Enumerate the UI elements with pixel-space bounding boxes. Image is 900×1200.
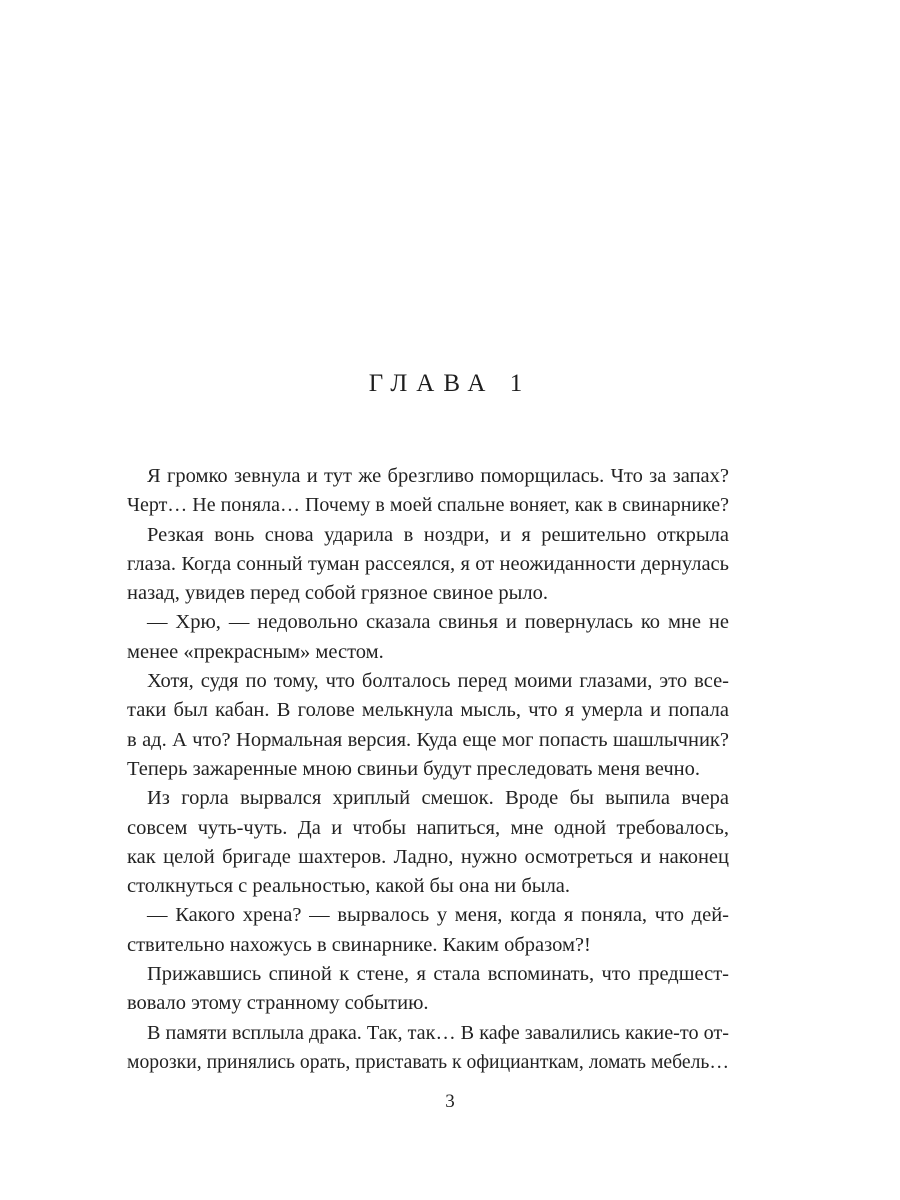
text-line: морозки, принялись орать, приставать к официанткам, ломать мебель… — [127, 1050, 730, 1073]
text-line: Теперь зажаренные мною свиньи будут преследовать меня вечно. — [127, 757, 701, 780]
page-number: 3 — [445, 1091, 455, 1112]
text-line: — Хрю, — недовольно сказала свинья и повернулась ко мне не — [147, 611, 729, 634]
text-line: — Какого хрена? — вырвалось у меня, когда я поняла, что дей- — [147, 904, 729, 927]
text-line: совсем чуть-чуть. Да и чтобы напиться, мне одной требовалось, — [127, 816, 729, 839]
text-line: таки был кабан. В голове мелькнула мысль, что я умерла и попала — [127, 699, 729, 722]
text-line: глаза. Когда сонный туман рассеялся, я от неожиданности дернулась — [127, 552, 729, 575]
chapter-title: ГЛАВА 1 — [368, 370, 532, 397]
text-line: Прижавшись спиной к стене, я стала вспоминать, что предшест- — [147, 963, 729, 986]
text-line: Из горла вырвался хриплый смешок. Вроде бы выпила вчера — [147, 787, 729, 810]
text-line: Хотя, судя по тому, что болталось перед моими глазами, это все- — [147, 670, 729, 693]
text-line: Я громко зевнула и тут же брезгливо поморщилась. Что за запах? — [147, 465, 729, 487]
text-line: ствительно нахожусь в свинарнике. Каким образом?! — [127, 933, 591, 956]
text-line: назад, увидев перед собой грязное свиное рыло. — [127, 582, 548, 605]
text-line: вовало этому странному событию. — [127, 992, 429, 1015]
text-line: менее «прекрасным» местом. — [127, 640, 384, 663]
text-line: как целой бригаде шахтеров. Ладно, нужно осмотреться и наконец — [127, 845, 729, 868]
text-line: Черт… Не поняла… Почему в моей спальне воняет, как в свинарнике? — [127, 494, 730, 517]
text-line: В памяти всплыла драка. Так, так… В кафе завалились какие-то от- — [146, 1021, 730, 1044]
text-line: столкнуться с реальностью, какой бы она ни была. — [127, 875, 571, 898]
text-line: Резкая вонь снова ударила в ноздри, и я решительно открыла — [147, 523, 729, 546]
chapter-body-text — [127, 462, 729, 1077]
text-line: в ад. А что? Нормальная версия. Куда еще мог попасть шашлычник? — [127, 728, 729, 751]
